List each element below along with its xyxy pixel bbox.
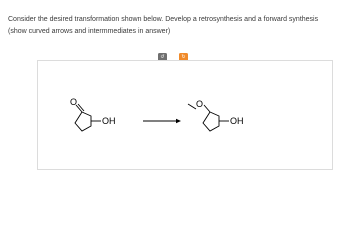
product-ring: [203, 112, 219, 131]
product-hydroxyl: OH: [230, 116, 244, 126]
start-ring: [75, 112, 91, 131]
product-ether-oxygen: O: [196, 99, 204, 109]
reaction-arrow: [143, 119, 181, 123]
start-hydroxyl: OH: [102, 116, 116, 126]
start-carbonyl-oxygen: O: [70, 97, 78, 107]
product-methyl-bond: [188, 104, 196, 109]
product-ether-bond: [204, 105, 210, 112]
start-carbonyl-bond-2: [78, 104, 84, 111]
question-text: Consider the desired transformation shown below. Develop a retrosynthesis and a forward synthesis (show curved arrows and intermmediates in answer): [8, 16, 319, 35]
redo-icon: ↻: [181, 54, 186, 60]
product: [188, 104, 229, 131]
starting-material: [75, 104, 101, 131]
reaction-scheme: [38, 61, 332, 169]
undo-icon: ↺: [160, 54, 165, 60]
drawing-canvas[interactable]: [37, 60, 333, 170]
